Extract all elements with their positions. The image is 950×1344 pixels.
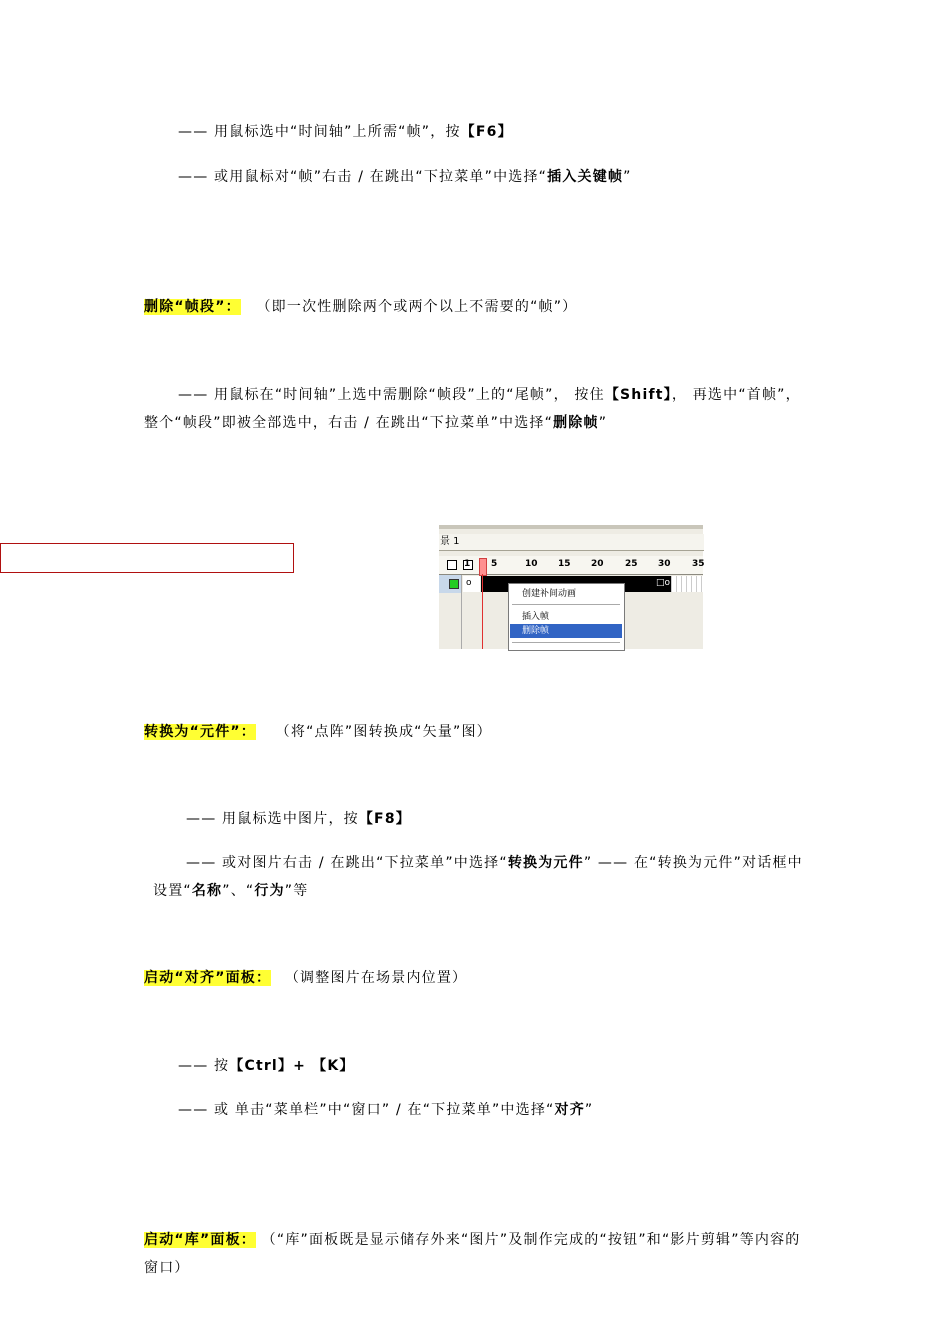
instruction-text-end: ” [598,415,608,431]
ruler-number: 30 [658,559,671,569]
playhead-line [482,574,483,649]
ruler-number: 1 [464,559,471,569]
ruler-number: 10 [525,559,538,569]
delete-frames-instruction [144,381,810,437]
timeline-screenshot [439,525,703,649]
instruction-align-shortcut [178,1056,355,1076]
instruction-text: —— 用鼠标在“时间轴”上选中需删除“帧段”上的“尾帧”， 按住 [178,387,605,403]
menu-item-create-motion-tween[interactable]: 创建补间动画 [522,589,577,599]
instruction-text: —— 或用鼠标对“帧”右击 / 在跳出“下拉菜单”中选择“ [178,169,548,185]
instruction-convert-f8 [186,809,411,829]
menu-option-insert-keyframe: 插入关键帧 [547,169,624,185]
instruction-text-end: ”等 [284,883,309,899]
instruction-text: —— 用鼠标选中图片，按 [186,811,359,827]
section-description: （将“点阵”图转换成“矢量”图） [275,724,492,740]
end-frame-marker: □o [655,578,670,588]
layer-color-icon [449,579,459,589]
instruction-insert-keyframe-f6 [178,122,513,142]
outline-toggle-icon [447,560,457,570]
context-menu [508,583,625,651]
instruction-text: ” —— 在“转换为元件”对话框中设置“ [153,855,803,899]
field-name: 名称 [191,883,223,899]
instruction-text: ”、“ [222,883,255,899]
menu-option-convert-symbol: 转换为元件 [507,855,584,871]
menu-option-align: 对齐 [554,1102,585,1118]
section-heading: 启动“对齐”面板： [144,970,272,986]
instruction-text: —— 或对图片右击 / 在跳出“下拉菜单”中选择“ [186,855,508,871]
ruler-number: 35 [692,559,705,569]
key-f8: 【F8】 [358,811,411,827]
frame-grid[interactable] [671,576,703,592]
ruler-number: 25 [625,559,638,569]
section-description: （“库”面板既是显示储存外来“图片”及制作完成的“按钮”和“影片剪辑”等内容的窗口） [144,1232,801,1276]
field-behavior: 行为 [254,883,285,899]
menu-item-insert-frame[interactable]: 插入帧 [522,612,550,622]
instruction-text-end: ” [584,1102,594,1118]
empty-red-box [0,543,294,573]
section-convert-symbol [144,722,492,742]
instruction-insert-keyframe-menu [178,167,632,187]
instruction-align-menu [178,1100,593,1120]
timeline-title-strip [439,525,703,529]
key-f6: 【F6】 [460,124,513,140]
key-shift: 【Shift】 [604,387,672,403]
ruler-number: 20 [591,559,604,569]
section-heading: 启动“库”面板： [144,1232,257,1248]
instruction-text: ， 再选中“首帧”，整个“帧段”即被全部选中，右击 / 在跳出“下拉菜单”中选择“ [144,387,801,431]
keyframe-dot-icon: o [466,578,472,588]
section-heading: 转换为“元件”： [144,724,257,740]
menu-separator [512,642,620,643]
scene-label: 景 1 [439,534,704,551]
section-delete-frames [144,297,577,317]
section-description: （调整图片在场景内位置） [284,970,468,986]
key-ctrl-k: 【Ctrl】+ 【K】 [229,1058,355,1074]
instruction-text: —— 按 [178,1058,230,1074]
section-library-panel [144,1226,810,1282]
section-description: （即一次性删除两个或两个以上不需要的“帧”） [256,299,578,315]
layer-divider [461,575,462,649]
ruler-number: 5 [491,559,498,569]
ruler-number: 15 [558,559,571,569]
instruction-text: —— 或 单击“菜单栏”中“窗口” / 在“下拉菜单”中选择“ [178,1102,555,1118]
playhead[interactable] [479,558,487,576]
instruction-text: —— 用鼠标选中“时间轴”上所需“帧”，按 [178,124,461,140]
menu-separator [512,604,620,605]
empty-frame-cell[interactable] [463,576,480,592]
instruction-text-end: ” [623,169,632,185]
menu-option-delete-frames: 删除帧 [553,415,599,431]
instruction-convert-menu [153,849,810,905]
menu-item-delete-frames[interactable]: 删除帧 [510,624,622,638]
section-heading: 删除“帧段”： [144,299,241,315]
section-align-panel [144,968,467,988]
